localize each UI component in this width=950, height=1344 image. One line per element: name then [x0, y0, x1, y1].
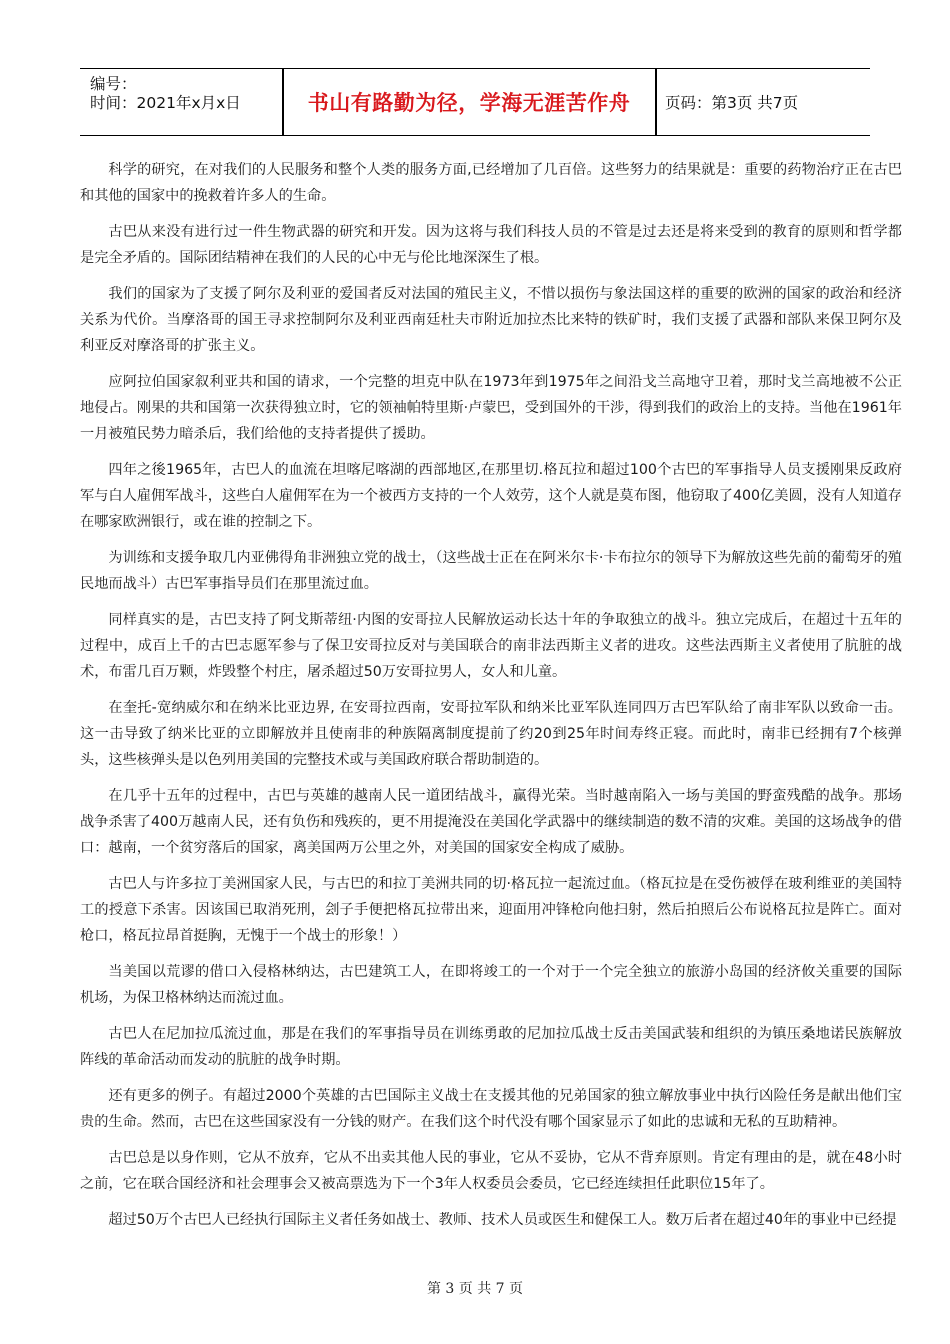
header-divider-right [655, 69, 657, 135]
page-footer: 第 3 页 共 7 页 [426, 1281, 524, 1297]
paragraph: 古巴人在尼加拉瓜流过血，那是在我们的军事指导员在训练勇敢的尼加拉瓜战士反击美国武装和组织的为镇压桑地诺民族解放阵线的革命活动而发动的肮脏的战争时期。 [80, 1026, 902, 1068]
paragraph: 应阿拉伯国家叙利亚共和国的请求，一个完整的坦克中队在1973年到1975年之间沿戈兰高地守卫着，那时戈兰高地被不公正地侵占。刚果的共和国第一次获得独立时，它的领袖帕特里斯·卢蒙巴，受到国外的干涉，得到我们的政治上的支持。当他在1961年一月被殖民势力暗杀后，我们给他的支持者提供了援助。 [80, 374, 902, 442]
header-motto: 书山有路勤为径，学海无涯苦作舟 [307, 91, 631, 115]
paragraph: 当美国以荒谬的借口入侵格林纳达，古巴建筑工人，在即将竣工的一个对于一个完全独立的旅游小岛国的经济攸关重要的国际机场，为保卫格林纳达而流过血。 [80, 964, 902, 1006]
paragraph: 还有更多的例子。有超过2000个英雄的古巴国际主义战士在支援其他的兄弟国家的独立解放事业中执行凶险任务是献出他们宝贵的生命。然而，古巴在这些国家没有一分钱的财产。在我们这个时代没有哪个国家显示了如此的忠诚和无私的互助精神。 [80, 1088, 902, 1130]
paragraph: 古巴从来没有进行过一件生物武器的研究和开发。因为这将与我们科技人员的不管是过去还是将来受到的教育的原则和哲学都是完全矛盾的。国际团结精神在我们的人民的心中无与伦比地深深生了根。 [80, 224, 902, 266]
paragraph: 在几乎十五年的过程中，古巴与英雄的越南人民一道团结战斗，赢得光荣。当时越南陷入一场与美国的野蛮残酷的战争。那场战争杀害了400万越南人民，还有负伤和残疾的，更不用提淹没在美国化学武器中的继续制造的数不清的灾难。美国的这场战争的借口：越南，一个贫穷落后的国家，离美国两万公里之外，对美国的国家安全构成了威胁。 [80, 788, 902, 856]
paragraph: 超过50万个古巴人已经执行国际主义者任务如战士、教师、技术人员或医生和健保工人。数万后者在超过40年的事业中已经提 [108, 1212, 897, 1228]
paragraph: 科学的研究，在对我们的人民服务和整个人类的服务方面,已经增加了几百倍。这些努力的结果就是：重要的药物治疗正在古巴和其他的国家中的挽救着许多人的生命。 [80, 162, 902, 204]
paragraph: 我们的国家为了支援了阿尔及利亚的爱国者反对法国的殖民主义，不惜以损伤与象法国这样的重要的欧洲的国家的政治和经济关系为代价。当摩洛哥的国王寻求控制阿尔及利亚西南廷杜夫市附近加拉杰比来特的铁矿时，我们支援了武器和部队来保卫阿尔及利亚反对摩洛哥的扩张主义。 [80, 286, 902, 354]
document-header [80, 68, 870, 136]
paragraph: 四年之後1965年，古巴人的血流在坦喀尼喀湖的西部地区,在那里切.格瓦拉和超过100个古巴的军事指导人员支援刚果反政府军与白人雇佣军战斗，这些白人雇佣军在为一个被西方支持的一个人效劳，这个人就是莫布图，他窃取了400亿美圆，没有人知道存在哪家欧洲银行，或在谁的控制之下。 [80, 462, 902, 530]
header-meta [90, 75, 282, 113]
paragraph: 为训练和支援争取几内亚佛得角非洲独立党的战士，（这些战士正在在阿米尔卡·卡布拉尔的领导下为解放这些先前的葡萄牙的殖民地而战斗）古巴军事指导员们在那里流过血。 [80, 550, 902, 592]
document-time-label: 时间：2021年x月x日 [90, 94, 241, 112]
header-page-info: 页码：第3页 共7页 [665, 94, 799, 112]
paragraph: 同样真实的是，古巴支持了阿戈斯蒂纽·内图的安哥拉人民解放运动长达十年的争取独立的战斗。独立完成后，在超过十五年的过程中，成百上千的古巴志愿军参与了保卫安哥拉反对与美国联合的南非法西斯主义者的进攻。这些法西斯主义者使用了肮脏的战术，布雷几百万颗，炸毁整个村庄，屠杀超过50万安哥拉男人，女人和儿童。 [80, 612, 902, 680]
paragraph: 古巴人与许多拉丁美洲国家人民，与古巴的和拉丁美洲共同的切·格瓦拉一起流过血。（格瓦拉是在受伤被俘在玻利维亚的美国特工的授意下杀害。因该国已取消死刑，刽子手便把格瓦拉带出来，迎面用冲锋枪向他扫射，然后拍照后公布说格瓦拉是阵亡。面对枪口，格瓦拉昂首挺胸，无愧于一个战士的形象！） [80, 876, 902, 944]
document-number-label: 编号： [90, 75, 137, 93]
paragraph: 在奎托-宽纳威尔和在纳米比亚边界, 在安哥拉西南，安哥拉军队和纳米比亚军队连同四万古巴军队给了南非军队以致命一击。这一击导致了纳米比亚的立即解放并且使南非的种族隔离制度提前了约20到25年时间寿终正寝。而此时，南非已经拥有7个核弹头，这些核弹头是以色列用美国的完整技术或与美国政府联合帮助制造的。 [80, 700, 902, 768]
paragraph: 古巴总是以身作则，它从不放弃，它从不出卖其他人民的事业，它从不妥协，它从不背弃原则。肯定有理由的是，就在48小时之前，它在联合国经济和社会理事会又被高票选为下一个3年人权委员会委员，它已经连续担任此职位15年了。 [80, 1150, 902, 1192]
document-body [80, 157, 902, 1243]
